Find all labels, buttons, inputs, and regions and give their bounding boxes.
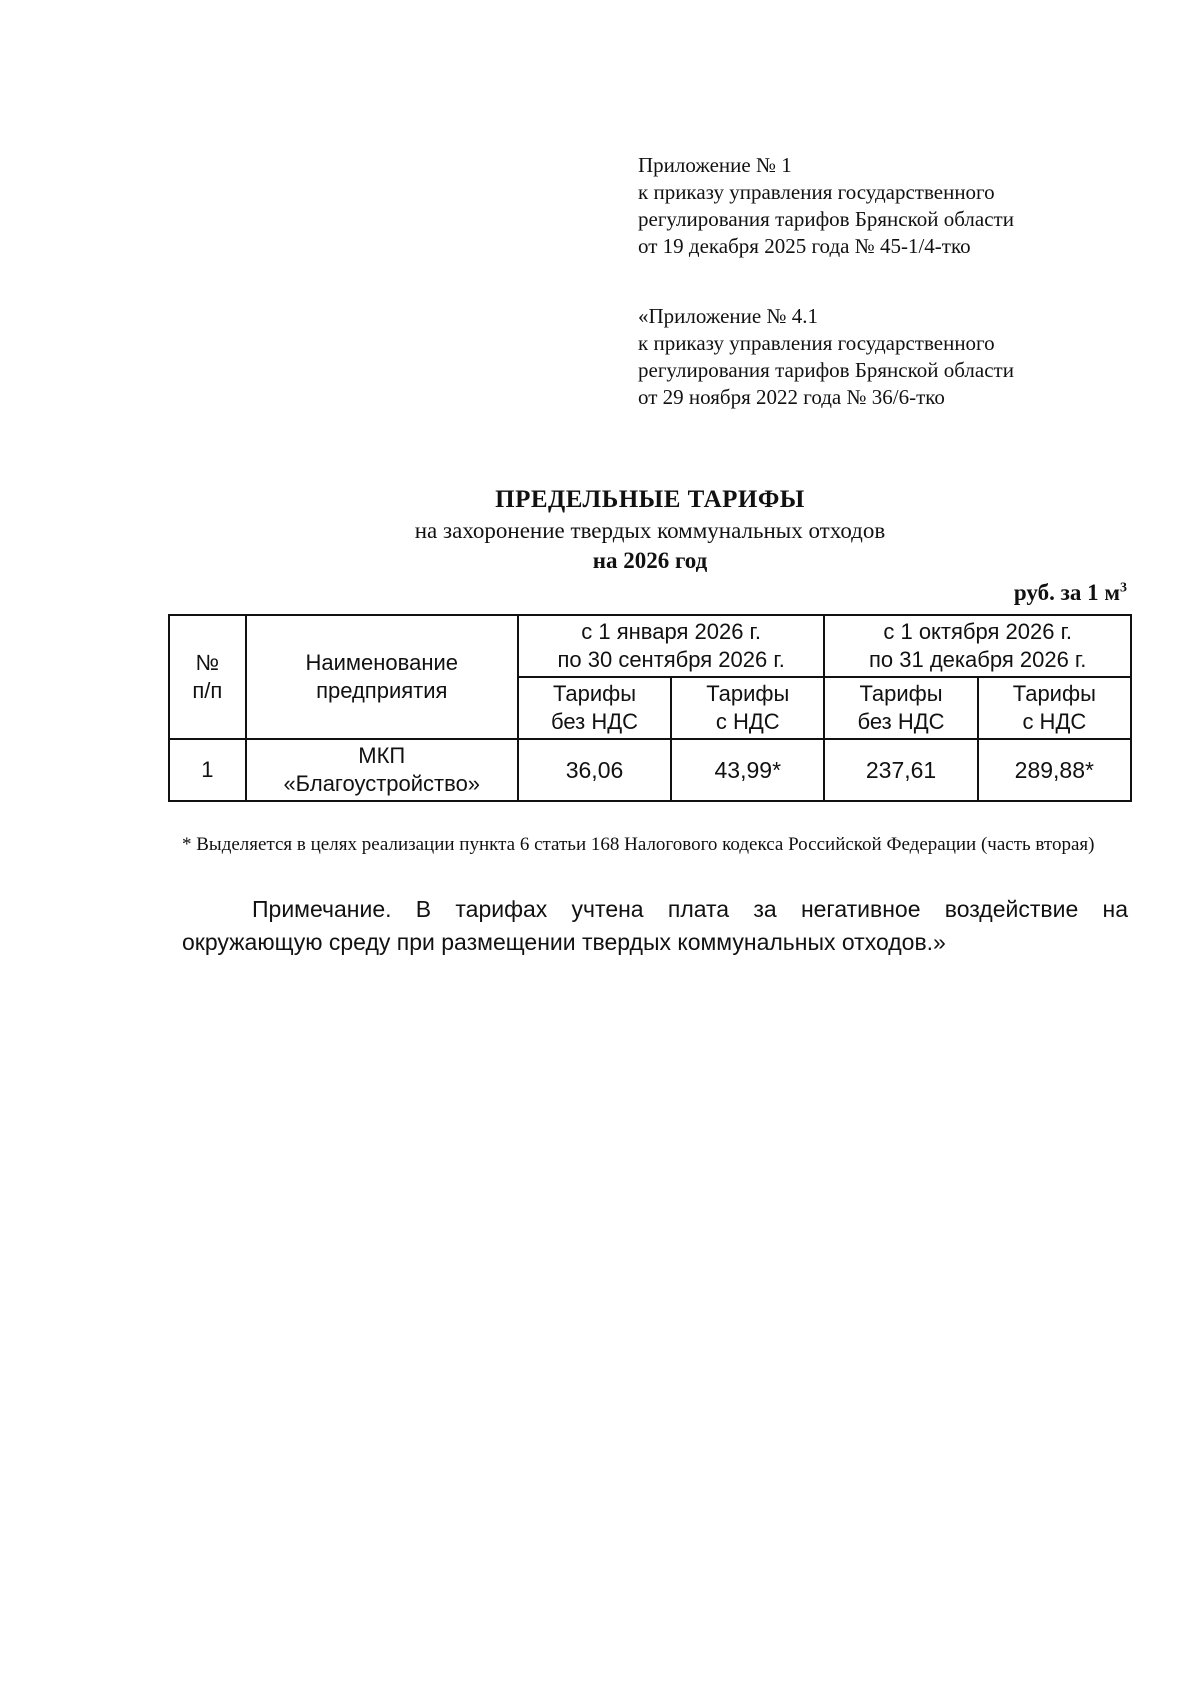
header-number-line: п/п [192,678,223,703]
period-line: по 31 декабря 2026 г. [869,647,1087,672]
tariff-word: Тарифы [706,681,790,706]
title-year: на 2026 год [592,548,708,573]
header-enterprise-name [246,615,518,739]
header-number-line: № [195,650,220,675]
annex-line: регулирования тарифов Брянской области [638,358,1014,382]
tariff-word: Тарифы [552,681,637,706]
annex-line: «Приложение № 4.1 [638,304,818,328]
units-text: руб. за 1 м [1013,580,1120,605]
row-number: 1 [169,739,246,801]
vat-label: с НДС [1022,709,1087,734]
annex-header-amended [638,303,1118,411]
period-line: с 1 января 2026 г. [581,619,761,644]
annex-line: к приказу управления государственного [638,180,995,204]
footnote: * Выделяется в целях реализации пункта 6 статьи 168 Налогового кодекса Российской Федерации (часть вторая) [182,834,1095,855]
header-p2-with-vat [978,677,1131,739]
document-title [170,483,1130,576]
header-p1-without-vat [518,677,671,739]
annex-line: регулирования тарифов Брянской области [638,207,1014,231]
header-p2-without-vat [824,677,977,739]
tariff-table [168,614,1132,802]
vat-label: без НДС [857,709,945,734]
header-p1-with-vat [671,677,824,739]
period-line: с 1 октября 2026 г. [883,619,1073,644]
annex-line: от 19 декабря 2025 года № 45-1/4-тко [638,234,971,258]
tariff-p2-with-vat: 289,88* [978,739,1131,801]
tariff-word: Тарифы [1012,681,1096,706]
annex-line: Приложение № 1 [638,153,792,177]
annex-line: от 29 ноября 2022 года № 36/6-тко [638,385,945,409]
table-row [169,739,1131,801]
header-period-1 [518,615,825,677]
header-name-line: предприятия [316,678,448,703]
note-paragraph: Примечание. В тарифах учтена плата за негативное воздействие на окружающую среду при размещении твердых коммунальных отходов.» [182,896,1128,955]
title-main: ПРЕДЕЛЬНЫЕ ТАРИФЫ [495,486,805,513]
header-name-line: Наименование [305,650,458,675]
enterprise-name-line: «Благоустройство» [283,771,481,796]
tariff-word: Тарифы [859,681,943,706]
period-line: по 30 сентября 2026 г. [557,647,785,672]
tariff-p1-with-vat: 43,99* [671,739,824,801]
table-header-row [169,615,1131,677]
units-label [1014,580,1127,606]
units-superscript: 3 [1120,580,1127,596]
enterprise-name-line: МКП [358,743,406,768]
title-subtitle: на захоронение твердых коммунальных отходов [414,518,886,543]
annex-line: к приказу управления государственного [638,331,995,355]
enterprise-name [246,739,518,801]
vat-label: с НДС [715,709,780,734]
header-period-2 [824,615,1131,677]
tariff-p2-without-vat: 237,61 [824,739,977,801]
header-number [169,615,246,739]
annex-header-current [638,152,1118,260]
vat-label: без НДС [551,709,638,734]
tariff-p1-without-vat: 36,06 [518,739,671,801]
